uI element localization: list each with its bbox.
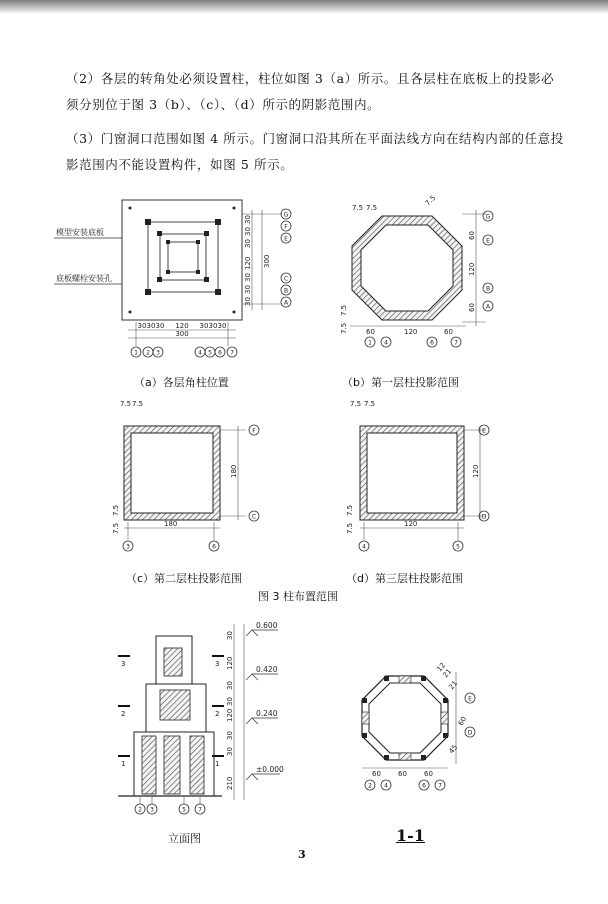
axis-e-5: 5 [182, 806, 186, 814]
level-0000: ±0.000 [256, 765, 284, 774]
dim-b-top-0: 7.5 [352, 204, 364, 212]
section-label: 1-1 [396, 826, 425, 845]
dim-b-r1: 120 [468, 262, 476, 276]
axis-c-F: F [252, 427, 256, 435]
axis-s-2: 2 [368, 782, 372, 790]
axis-a-G: G [283, 211, 289, 219]
dim-e-1: 120 [226, 656, 234, 670]
axis-b-G: G [485, 213, 491, 221]
dim-c-top-1: 7.5 [132, 400, 144, 408]
section-mark-1-right: 1 [215, 760, 220, 768]
dim-c-top-0: 7.5 [120, 400, 132, 408]
dim-d-width: 120 [404, 520, 418, 528]
axis-a-3: 3 [156, 349, 160, 357]
figure-c-level-2-range [112, 400, 259, 551]
dim-d-top-1: 7.5 [364, 400, 376, 408]
label-base-plate: 模型安装底板 [56, 228, 104, 237]
dim-a-r5: 30 [244, 285, 252, 294]
page-number: 3 [298, 848, 306, 861]
dim-c-width: 180 [164, 520, 178, 528]
dim-e-3: 30 [226, 697, 234, 706]
axis-d-5: 5 [456, 543, 460, 551]
axis-e-7: 7 [198, 806, 202, 814]
section-mark-3-right: 3 [215, 660, 220, 668]
figure-3-title: 图 3 柱布置范围 [258, 590, 338, 603]
level-0600: 0.600 [256, 621, 278, 630]
figure-d-level-3-range [346, 400, 489, 551]
axis-a-A: A [283, 299, 289, 307]
dim-b-b0: 60 [366, 328, 375, 336]
axis-a-F: F [284, 223, 288, 231]
label-bolt-holes: 底板螺栓安装孔 [56, 274, 112, 283]
dim-b-side-1: 7.5 [340, 304, 348, 316]
axis-a-6: 6 [218, 349, 222, 357]
axis-b-7: 7 [454, 339, 458, 347]
dim-d-top-0: 7.5 [350, 400, 362, 408]
axis-a-4: 4 [198, 349, 202, 357]
dim-s-r4: 45 [447, 743, 460, 756]
dim-a-b0: 30 [137, 322, 147, 330]
caption-figure-c: （c）第二层柱投影范围 [126, 572, 243, 585]
section-mark-3-left: 3 [121, 660, 126, 668]
dim-e-4: 120 [226, 708, 234, 722]
dim-a-r6: 30 [244, 297, 252, 306]
dim-c-height: 180 [230, 464, 238, 478]
dim-e-6: 30 [226, 747, 234, 756]
axis-d-E: E [482, 427, 486, 435]
level-3-outline [168, 242, 198, 272]
axis-d-D: D [481, 513, 487, 521]
axis-b-E: E [486, 237, 490, 245]
dim-c-side-0: 7.5 [112, 522, 120, 534]
caption-figure-b: （b）第一层柱投影范围 [342, 376, 459, 389]
dim-a-r3: 120 [244, 256, 252, 270]
axis-b-6: 6 [430, 339, 434, 347]
dim-a-b2: 30 [155, 322, 165, 330]
caption-figure-a: （a）各层角柱位置 [134, 376, 229, 389]
axis-c-6: 6 [212, 543, 216, 551]
dim-s-r1: 12 [435, 661, 448, 674]
axis-a-7: 7 [230, 349, 234, 357]
axis-a-5: 5 [208, 349, 212, 357]
dim-s-r0: 60 [456, 715, 469, 727]
axis-s-E: E [468, 695, 472, 703]
caption-figure-d: （d）第三层柱投影范围 [346, 572, 463, 585]
axis-a-1: 1 [134, 349, 138, 357]
axis-b-1: 1 [368, 339, 372, 347]
dim-c-side-1: 7.5 [112, 504, 120, 516]
elevation-drawing [118, 621, 284, 814]
axis-e-2: 2 [138, 806, 142, 814]
dim-a-r4: 30 [244, 273, 252, 282]
axis-b-4: 4 [384, 339, 388, 347]
caption-elevation: 立面图 [168, 832, 201, 845]
dim-b-side-0: 7.5 [340, 322, 348, 334]
axis-b-A: A [485, 303, 491, 311]
axis-b-B: B [485, 285, 491, 293]
dim-d-height: 120 [472, 464, 480, 478]
dim-s-b1: 60 [398, 770, 407, 778]
figure-a-right-dims [244, 215, 271, 306]
dim-a-total: 300 [263, 254, 271, 268]
dim-b-b2: 60 [444, 328, 453, 336]
dim-e-5: 30 [226, 731, 234, 740]
figure-a-corner-columns [54, 200, 291, 357]
dim-s-r2: 21 [441, 667, 454, 680]
dim-a-b5: 30 [208, 322, 218, 330]
dim-e-2: 30 [226, 681, 234, 690]
dim-e-0: 30 [226, 631, 234, 640]
dim-b-top-1: 7.5 [366, 204, 378, 212]
dim-a-b3: 120 [175, 322, 189, 330]
axis-a-C: C [283, 275, 289, 283]
base-plate [122, 200, 242, 320]
axis-e-3: 3 [150, 806, 154, 814]
level-0420: 0.420 [256, 665, 278, 674]
axis-a-B: B [283, 287, 289, 295]
dim-b-diag: 7.5 [423, 193, 438, 208]
axis-s-7: 7 [438, 782, 442, 790]
level-0240: 0.240 [256, 709, 278, 718]
figure-b-level-1-range [340, 194, 493, 347]
elevation-dims [226, 631, 234, 790]
section-mark-2-left: 2 [121, 710, 126, 718]
axis-a-E: E [284, 235, 288, 243]
dim-a-bottom-total: 300 [175, 330, 189, 338]
dim-a-r1: 30 [244, 227, 252, 236]
axis-s-D: D [467, 729, 473, 737]
dim-a-r2: 30 [244, 239, 252, 248]
dim-b-r0: 60 [468, 231, 476, 240]
axis-s-6: 6 [422, 782, 426, 790]
dim-a-b4: 30 [199, 322, 209, 330]
axis-d-4: 4 [362, 543, 366, 551]
dim-s-r3: 21 [447, 679, 460, 692]
axis-c-C: C [251, 513, 257, 521]
axis-s-4: 4 [384, 782, 388, 790]
axis-c-3: 3 [126, 543, 130, 551]
dim-s-b2: 60 [424, 770, 433, 778]
dim-b-r2: 60 [468, 303, 476, 312]
dim-a-b1: 30 [146, 322, 156, 330]
paragraph-opening-requirements: （3）门窗洞口范围如图 4 所示。门窗洞口沿其所在平面法线方向在结构内部的任意投影范围内不能设置构件，如图 5 所示。 [66, 131, 564, 172]
dim-e-7: 210 [226, 776, 234, 790]
dim-a-b6: 30 [217, 322, 227, 330]
dim-a-r0: 30 [244, 215, 252, 224]
dim-d-side-1: 7.5 [346, 504, 354, 516]
section-mark-2-right: 2 [215, 710, 220, 718]
section-1-1-drawing [362, 661, 475, 790]
dim-s-b0: 60 [372, 770, 381, 778]
axis-a-2: 2 [146, 349, 150, 357]
paragraph-column-requirements: （2）各层的转角处必须设置柱，柱位如图 3（a）所示。且各层柱在底板上的投影必须分别位于图 3（b）、（c）、（d）所示的阴影范围内。 [66, 71, 555, 112]
dim-b-b1: 120 [404, 328, 418, 336]
section-mark-1-left: 1 [121, 760, 126, 768]
dim-d-side-0: 7.5 [346, 522, 354, 534]
